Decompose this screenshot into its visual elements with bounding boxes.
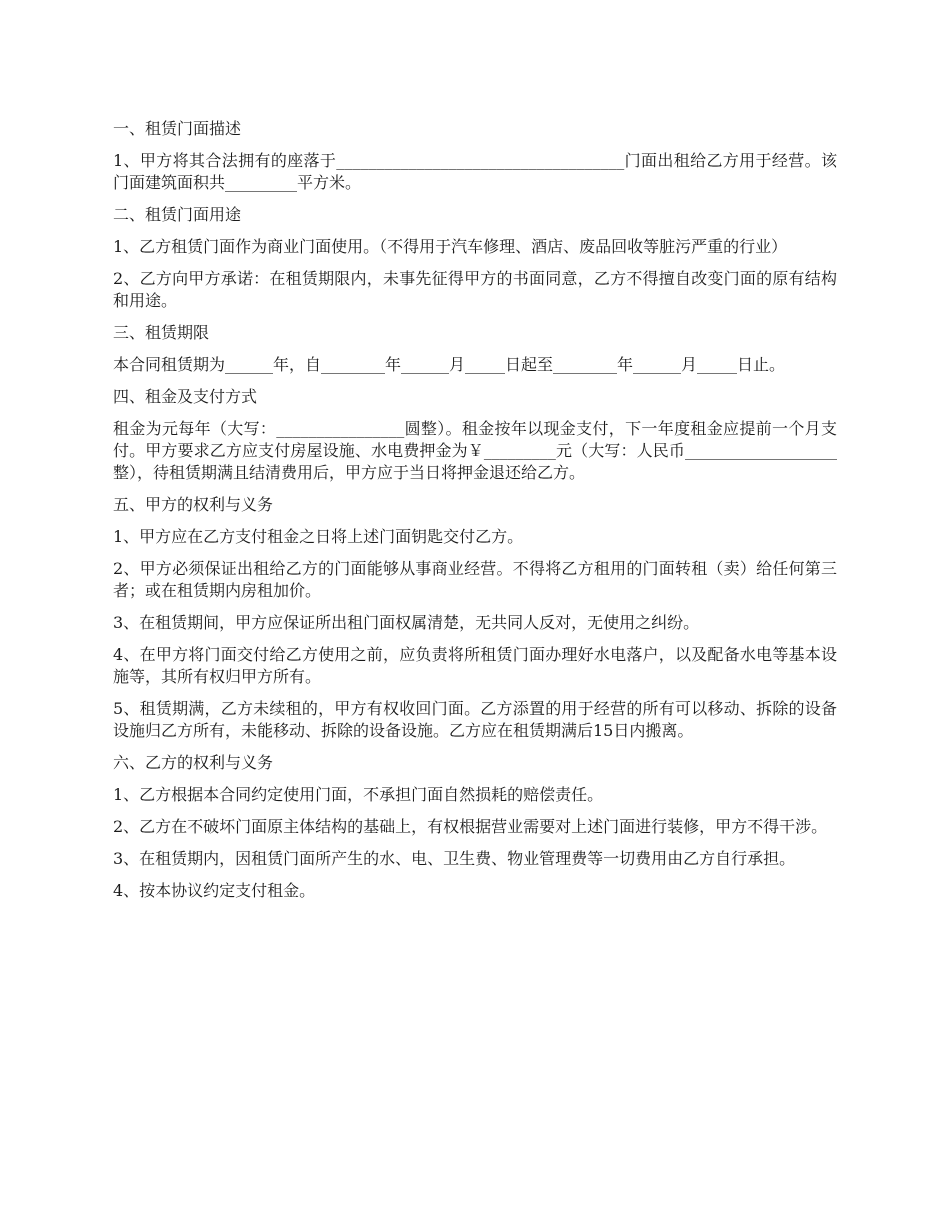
section-heading-1: 一、租赁门面描述 (113, 119, 242, 138)
clause-6-3: 3、在租赁期内，因租赁门面所产生的水、电、卫生费、物业管理费等一切费用由乙方自行承担。 (113, 849, 796, 868)
clause-1-1: 1、甲方将其合法拥有的座落于____________________________________门面出租给乙方用于经营。该门面建筑面积共_________平方米。 (113, 151, 837, 192)
section-heading-6: 六、乙方的权利与义务 (113, 753, 274, 772)
clause-6-1: 1、乙方根据本合同约定使用门面，不承担门面自然损耗的赔偿责任。 (113, 785, 604, 804)
section-heading-4: 四、租金及支付方式 (113, 387, 258, 406)
section-heading-5: 五、甲方的权利与义务 (113, 495, 274, 514)
clause-5-5: 5、租赁期满，乙方未续租的，甲方有权收回门面。乙方添置的用于经营的所有可以移动、拆除的设备设施归乙方所有，未能移动、拆除的设备设施。乙方应在租赁期满后15日内搬离。 (113, 699, 837, 740)
clause-5-1: 1、甲方应在乙方支付租金之日将上述门面钥匙交付乙方。 (113, 527, 524, 546)
clause-5-4: 4、在甲方将门面交付给乙方使用之前，应负责将所租赁门面办理好水电落户，以及配备水电等基本设施等，其所有权归甲方所有。 (113, 645, 837, 686)
clause-2-1: 1、乙方租赁门面作为商业门面使用。（不得用于汽车修理、酒店、废品回收等脏污严重的行业） (113, 237, 788, 256)
clause-5-2: 2、甲方必须保证出租给乙方的门面能够从事商业经营。不得将乙方租用的门面转租（卖）给任何第三者；或在租赁期内房租加价。 (113, 559, 837, 600)
clause-2-2: 2、乙方向甲方承诺：在租赁期限内，未事先征得甲方的书面同意，乙方不得擅自改变门面的原有结构和用途。 (113, 269, 837, 310)
clause-6-4: 4、按本协议约定支付租金。 (113, 881, 316, 900)
clause-3-term: 本合同租赁期为______年，自________年______月_____日起至________年______月_____日止。 (113, 355, 786, 374)
document-body (113, 118, 837, 912)
clause-5-3: 3、在租赁期间，甲方应保证所出租门面权属清楚，无共同人反对，无使用之纠纷。 (113, 613, 700, 632)
clause-4-rent: 租金为元每年（大写：________________圆整）。租金按年以现金支付，下一年度租金应提前一个月支付。甲方要求乙方应支付房屋设施、水电费押金为￥_________元（大写：人民币___________________整），待租赁期满且结清费用后，甲方应于当日将押金退还给乙方。 (113, 419, 837, 482)
clause-6-2: 2、乙方在不破坏门面原主体结构的基础上，有权根据营业需要对上述门面进行装修，甲方不得干涉。 (113, 817, 828, 836)
section-heading-3: 三、租赁期限 (113, 323, 210, 342)
section-heading-2: 二、租赁门面用途 (113, 205, 242, 224)
